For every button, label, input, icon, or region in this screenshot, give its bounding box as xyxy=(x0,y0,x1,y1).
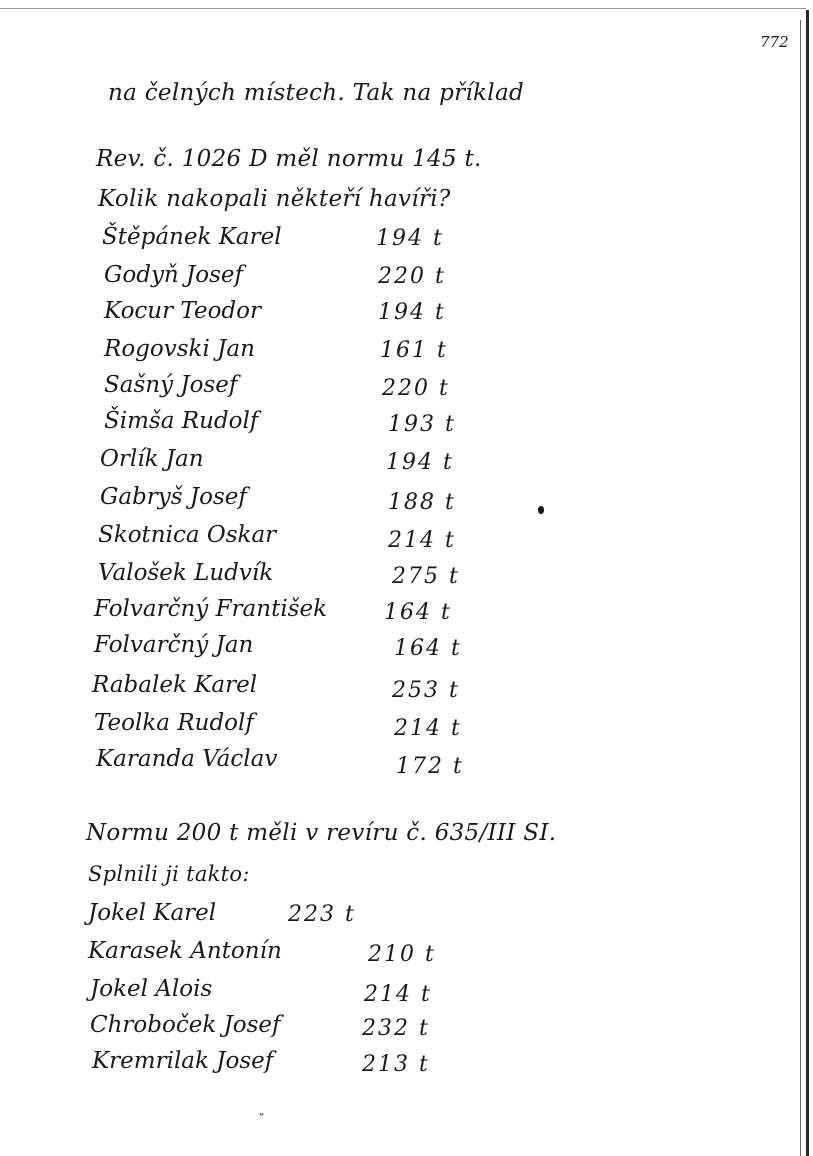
miner-amount: 275 t xyxy=(392,564,460,589)
miner-amount: 172 t xyxy=(396,754,464,779)
bottom-mark: ˇ xyxy=(258,1112,265,1128)
miner-name: Orlík Jan xyxy=(100,446,204,472)
miner-name: Kremrilak Josef xyxy=(92,1048,274,1074)
page-edge-inner-line xyxy=(800,20,801,1156)
miner-name: Teolka Rudolf xyxy=(94,710,254,736)
page-edge-right xyxy=(806,10,809,1156)
miner-amount: 220 t xyxy=(378,264,446,289)
miner-name: Jokel Alois xyxy=(90,976,213,1002)
miner-name: Šimša Rudolf xyxy=(104,408,259,434)
miner-amount: 223 t xyxy=(288,902,356,927)
miner-name: Sašný Josef xyxy=(104,372,238,398)
miner-amount: 194 t xyxy=(378,300,446,325)
miner-name: Godyň Josef xyxy=(104,262,244,288)
section1-question-line: Kolik nakopali někteří havíři? xyxy=(98,186,451,212)
miner-name: Valošek Ludvík xyxy=(98,560,274,586)
miner-amount: 188 t xyxy=(388,490,456,515)
miner-name: Folvarčný Jan xyxy=(94,632,254,658)
page-number: 772 xyxy=(760,33,789,51)
section2-intro-line: Splnili ji takto: xyxy=(88,862,250,886)
miner-name: Rabalek Karel xyxy=(92,672,258,698)
miner-amount: 194 t xyxy=(386,450,454,475)
intro-line: na čelných místech. Tak na příklad xyxy=(108,80,524,106)
miner-amount: 214 t xyxy=(364,982,432,1007)
miner-name: Rogovski Jan xyxy=(104,336,255,362)
section2-norm-line: Normu 200 t měli v revíru č. 635/III SI. xyxy=(86,820,557,846)
section1-norm-line: Rev. č. 1026 D měl normu 145 t. xyxy=(96,146,482,172)
miner-name: Skotnica Oskar xyxy=(98,522,277,548)
miner-amount: 220 t xyxy=(382,376,450,401)
miner-amount: 214 t xyxy=(394,716,462,741)
miner-name: Gabryš Josef xyxy=(100,484,247,510)
miner-amount: 214 t xyxy=(388,528,456,553)
miner-amount: 194 t xyxy=(376,226,444,251)
miner-amount: 210 t xyxy=(368,942,436,967)
miner-name: Karasek Antonín xyxy=(88,938,282,964)
miner-amount: 164 t xyxy=(394,636,462,661)
miner-name: Jokel Karel xyxy=(88,900,217,926)
miner-name: Štěpánek Karel xyxy=(102,224,282,250)
page-edge-top xyxy=(0,8,806,9)
ink-dot xyxy=(538,506,544,514)
miner-amount: 232 t xyxy=(362,1016,430,1041)
miner-amount: 161 t xyxy=(380,338,448,363)
miner-name: Chroboček Josef xyxy=(90,1012,281,1038)
miner-amount: 193 t xyxy=(388,412,456,437)
miner-name: Kocur Teodor xyxy=(104,298,261,324)
miner-amount: 253 t xyxy=(392,678,460,703)
miner-name: Folvarčný František xyxy=(94,596,328,622)
miner-amount: 213 t xyxy=(362,1052,430,1077)
miner-name: Karanda Václav xyxy=(96,746,278,772)
miner-amount: 164 t xyxy=(384,600,452,625)
